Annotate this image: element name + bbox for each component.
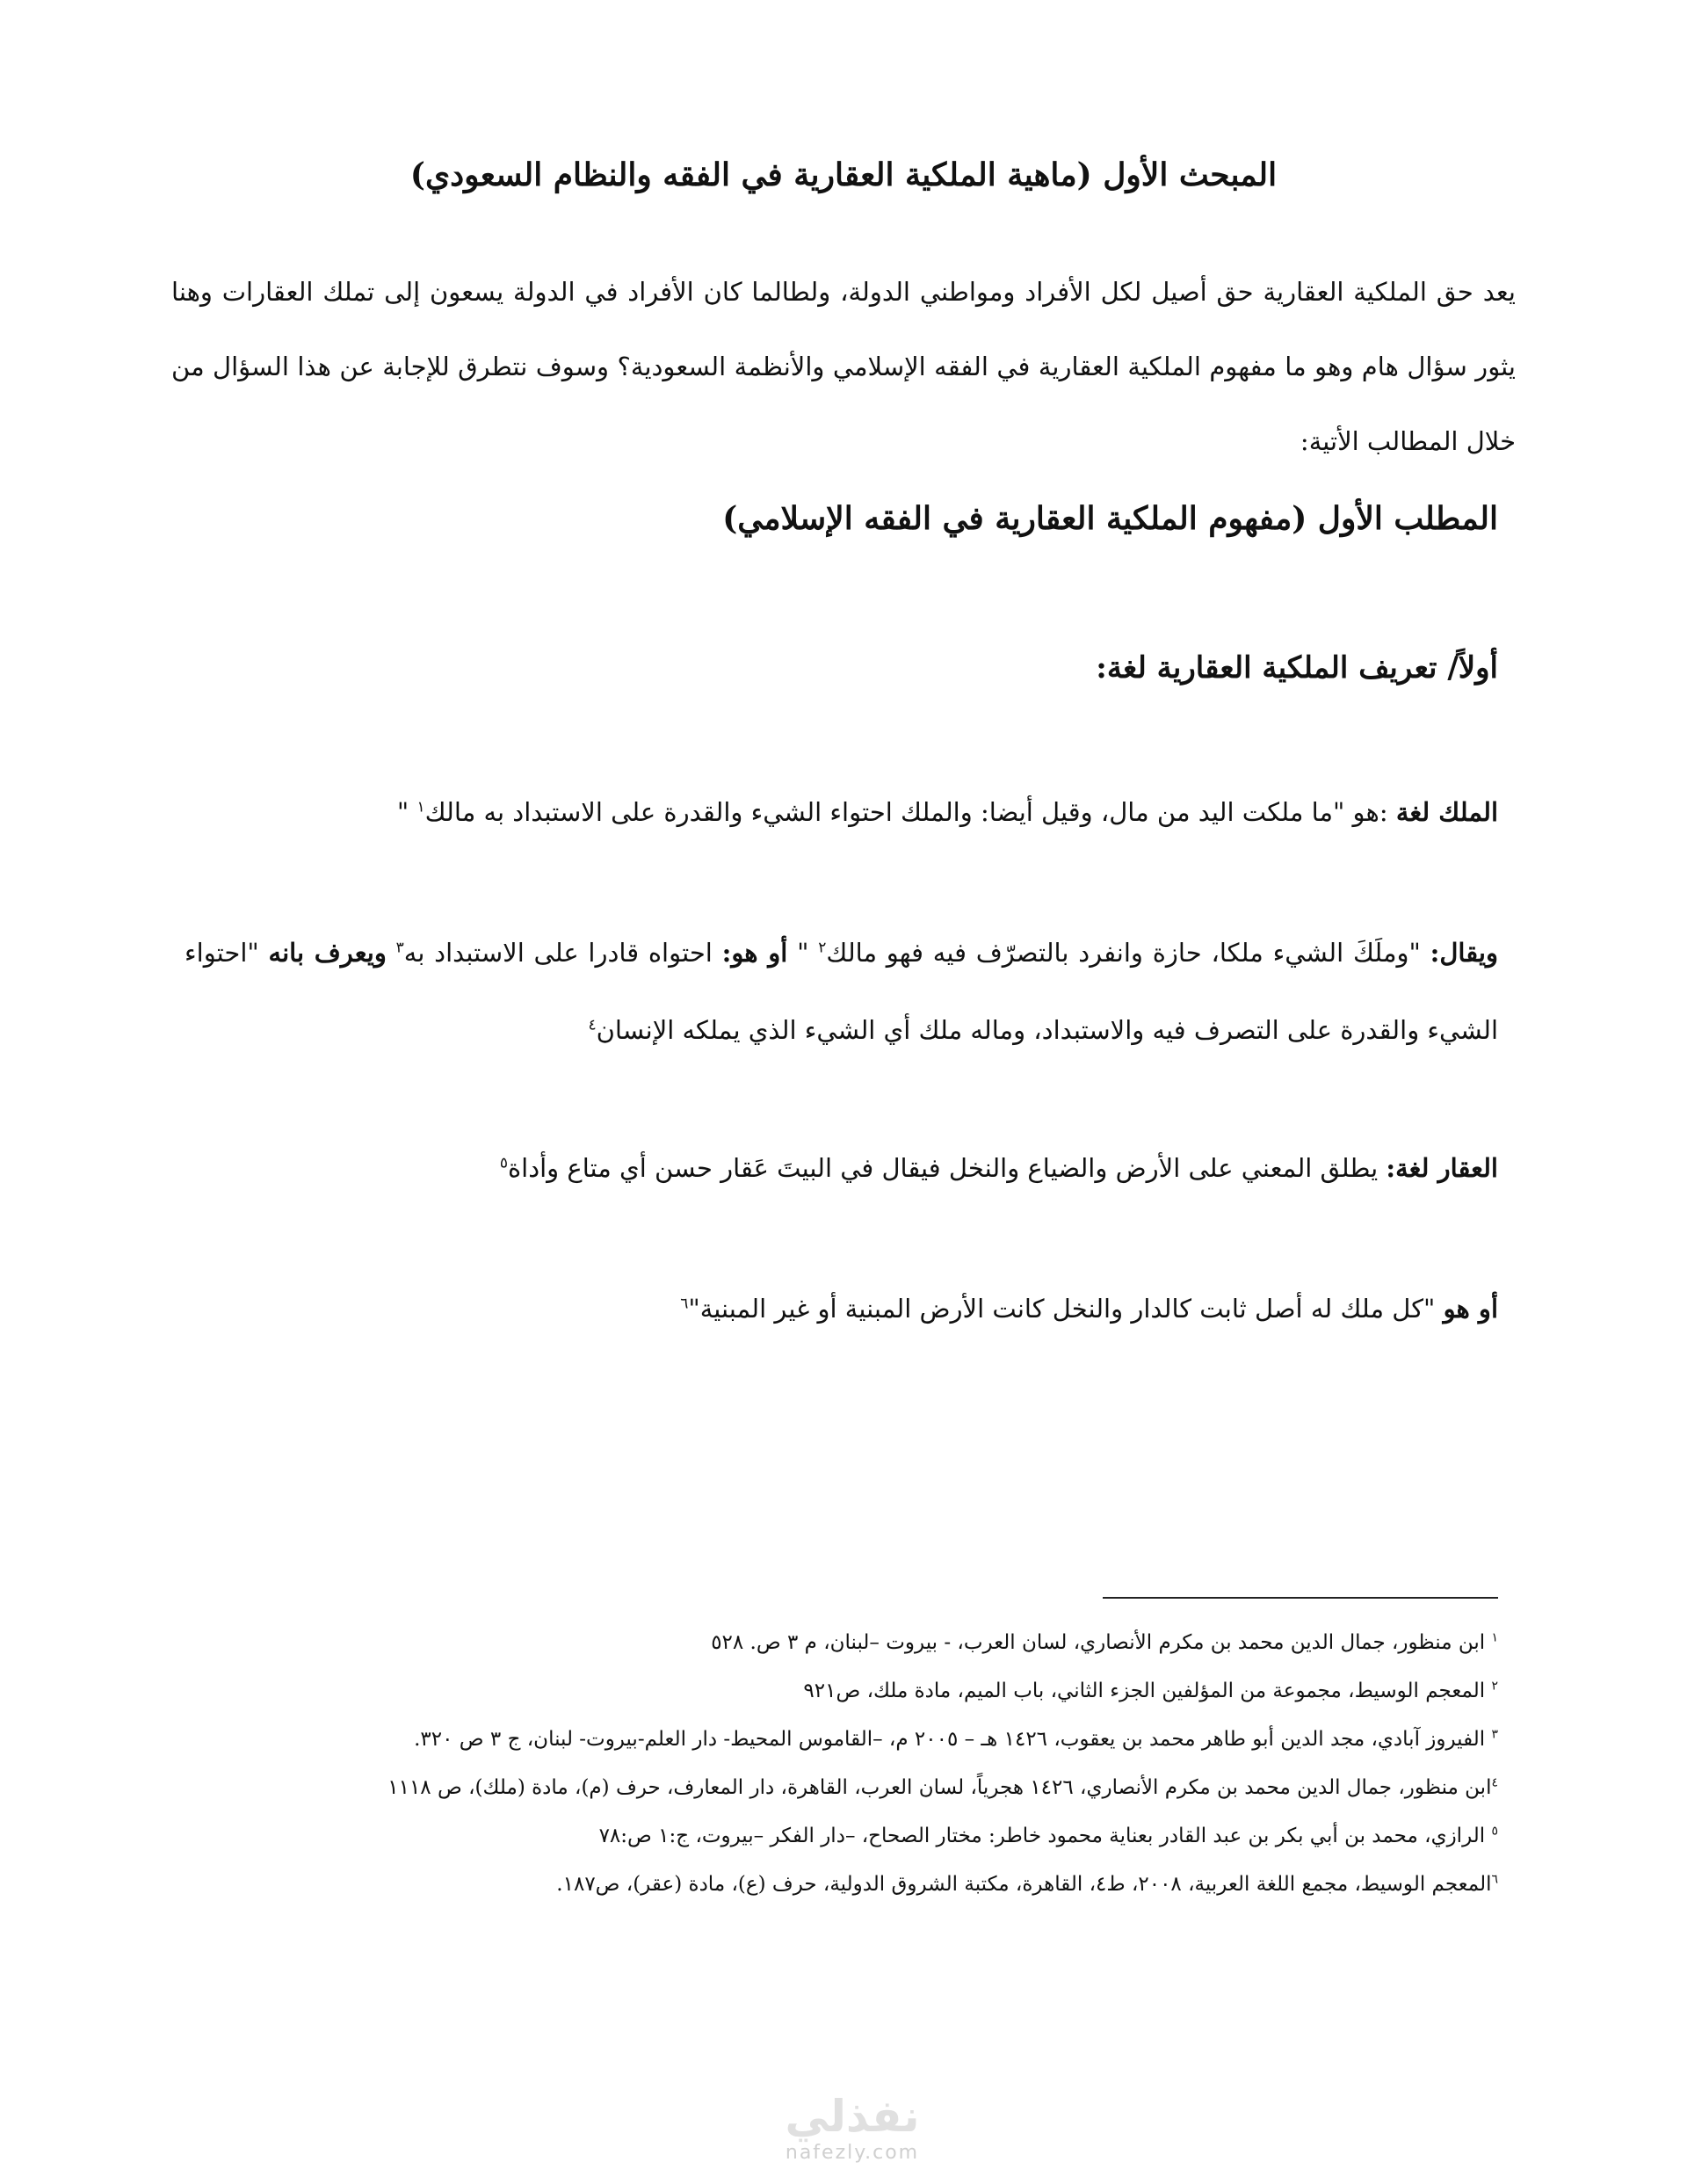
footnote-number: ٥: [1491, 1824, 1498, 1839]
footnote-5: [185, 1812, 1498, 1861]
footnote-ref: ١: [416, 798, 425, 816]
definition-text: :هو "ما ملكت اليد من مال، وقيل أيضا: والملك احتواء الشيء والقدرة على الاستبداد به مالك: [424, 797, 1396, 827]
footnote-text: المعجم الوسيط، مجموعة من المؤلفين الجزء الثاني، باب الميم، مادة ملك، ص٩٢١: [803, 1680, 1492, 1702]
definition-milk-lugha: [185, 773, 1498, 851]
footnotes: [185, 1619, 1498, 1909]
term-milk: الملك لغة: [1395, 797, 1498, 827]
footnote-number: ١: [1491, 1630, 1498, 1645]
term-aw-huwa: أو هو:: [721, 938, 788, 968]
definition-text: يطلق المعني على الأرض والضياع والنخل فيقال في البيتَ عَقار حسن أي متاع وأداة: [507, 1153, 1387, 1183]
footnote-number: ٢: [1491, 1679, 1498, 1694]
definition-aqar-lugha: [185, 1129, 1498, 1207]
footnote-separator: [1103, 1597, 1498, 1599]
definition-text: ": [396, 797, 417, 827]
definition-text: ": [787, 938, 819, 968]
definition-text: احتواه قادرا على الاستبداد به: [403, 938, 722, 968]
footnote-1: [185, 1619, 1498, 1667]
watermark-url: nafezly.com: [785, 2142, 920, 2164]
definition-text: "وملَكَ الشيء ملكا، حازة وانفرد بالتصرّف فيه فهو مالك: [826, 938, 1430, 968]
definition-yuqal: [185, 914, 1498, 1069]
watermark-logo: نفذلي: [785, 2091, 920, 2142]
footnote-ref: ٢: [818, 939, 827, 957]
watermark: [756, 2092, 949, 2166]
footnote-4: [185, 1764, 1498, 1812]
term-yuraf: ويعرف بانه: [268, 938, 387, 968]
footnote-text: الفيروز آبادي، مجد الدين أبو طاهر محمد بن يعقوب، ١٤٢٦ هـ – ٢٠٠٥ م، –القاموس المحيط- دار العلم-بيروت- لبنان، ج ٣ ص ٣٢٠.: [414, 1728, 1492, 1751]
footnote-6: [185, 1861, 1498, 1909]
footnote-number: ٦: [1491, 1872, 1498, 1887]
chapter-title: المبحث الأول (ماهية الملكية العقارية في الفقه والنظام السعودي): [409, 156, 1278, 193]
footnote-2: [185, 1667, 1498, 1716]
footnote-number: ٣: [1491, 1727, 1498, 1742]
intro-paragraph: يعد حق الملكية العقارية حق أصيل لكل الأفراد ومواطني الدولة، ولطالما كان الأفراد في الدولة يسعون إلى تملك العقارات وهنا يثور سؤال هام وهو ما مفهوم الملكية العقارية في الفقه الإسلامي والأنظمة السعودية؟ وسوف نتطرق للإجابة عن هذا السؤال من خلال المطالب الأتية:: [171, 277, 1516, 456]
footnote-ref: ٣: [395, 939, 404, 957]
definition-text: "كل ملك له أصل ثابت كالدار والنخل كانت الأرض المبنية أو غير المبنية": [688, 1294, 1444, 1324]
definition-text: "احتواء الشيء والقدرة على التصرف فيه والاستبداد، وماله ملك أي الشيء الذي يملكه الإنسان: [185, 938, 1498, 1045]
footnote-ref: ٥: [499, 1154, 508, 1172]
footnote-ref: ٤: [588, 1016, 597, 1034]
term-yuqal: ويقال:: [1430, 938, 1498, 968]
footnote-text: الرازي، محمد بن أبي بكر بن عبد القادر بعناية محمود خاطر: مختار الصحاح، –دار الفكر –بيروت، ج:١ ص:٧٨: [598, 1825, 1492, 1847]
footnote-number: ٤: [1491, 1775, 1498, 1790]
footnote-3: [185, 1716, 1498, 1764]
definition-aqar-alt: [185, 1270, 1498, 1347]
footnote-text: المعجم الوسيط، مجمع اللغة العربية، ٢٠٠٨، ط٤، القاهرة، مكتبة الشروق الدولية، حرف (ع)، مادة (عقر)، ص١٨٧.: [556, 1873, 1492, 1896]
definition-text: [387, 938, 396, 968]
footnote-ref: ٦: [680, 1295, 689, 1313]
term-aw-huwa: أو هو: [1443, 1294, 1498, 1324]
section-title: المطلب الأول (مفهوم الملكية العقارية في الفقه الإسلامي): [722, 500, 1498, 537]
footnote-text: ابن منظور، جمال الدين محمد بن مكرم الأنصاري، ١٤٢٦ هجرياً، لسان العرب، القاهرة، دار المعارف، حرف (م)، مادة (ملك)، ص ١١١٨: [387, 1776, 1492, 1799]
footnote-text: ابن منظور، جمال الدين محمد بن مكرم الأنصاري، لسان العرب، - بيروت –لبنان، م ٣ ص. ٥٢٨: [711, 1631, 1492, 1654]
subsection-title: أولاً/ تعريف الملكية العقارية لغة:: [1096, 650, 1498, 686]
term-aqar: العقار لغة:: [1386, 1153, 1498, 1183]
